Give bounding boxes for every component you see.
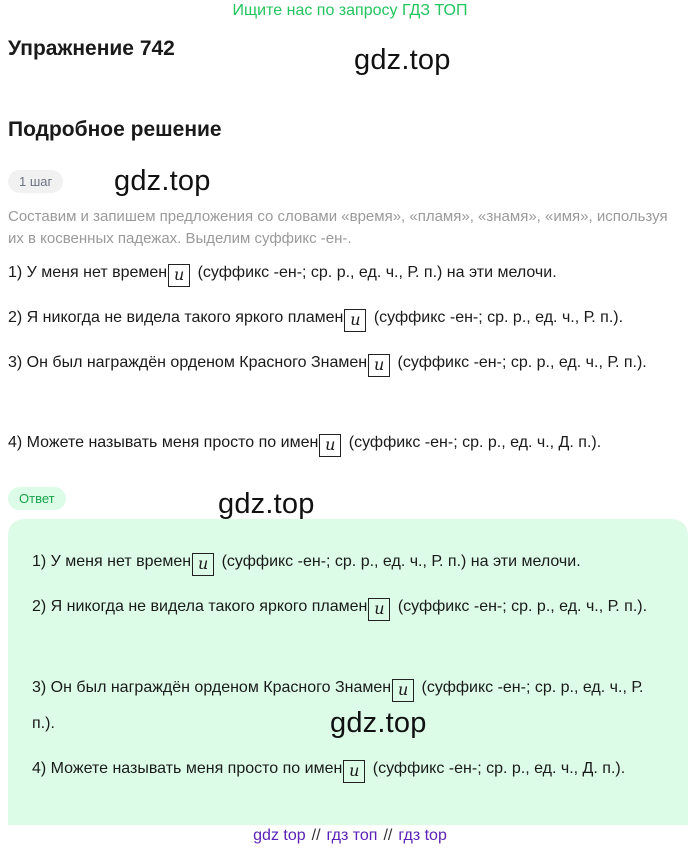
sentence-text: (суффикс -ен-; ср. р., ед. ч., Р. п.). (393, 598, 648, 615)
watermark: gdz.top (218, 488, 315, 520)
answer-sentence-4 (32, 751, 668, 787)
solution-sentence-1 (8, 259, 688, 287)
solution-sentence-2 (8, 304, 688, 332)
sentence-text: (суффикс -ен-; ср. р., ед. ч., Р. п.) на эти мелочи. (217, 553, 581, 570)
sentence-text: (суффикс -ен-; ср. р., ед. ч., Д. п.). (344, 434, 602, 451)
sentence-text: (суффикс -ен-; ср. р., ед. ч., Р. п.) на эти мелочи. (193, 264, 557, 281)
intro-text: Составим и запишем предложения со словами «время», «пламя», «знамя», «имя», используя их в косвенных падежах. Выделим суффикс -ен-. (8, 208, 668, 247)
sentence-text: 3) Он был награждён орденом Красного Знамен (8, 354, 368, 371)
solution-sentence-4 (8, 429, 688, 457)
answer-sentence-2 (32, 589, 668, 625)
suffix-box: и (368, 598, 390, 621)
watermark: gdz.top (330, 707, 427, 739)
suffix-box: и (319, 434, 341, 457)
sentence-text: 1) У меня нет времен (8, 264, 168, 281)
solution-sentence-3 (8, 349, 688, 377)
sentence-text: 4) Можете называть меня просто по имен (32, 760, 343, 777)
sentence-text: 2) Я никогда не видела такого яркого пламен (8, 309, 344, 326)
sentence-text: (суффикс -ен-; ср. р., ед. ч., Р. п.). (393, 354, 647, 371)
suffix-box: и (368, 354, 390, 377)
answer-badge: Ответ (8, 487, 66, 510)
suffix-box: и (344, 309, 366, 332)
watermark: gdz.top (114, 165, 211, 197)
step-badge: 1 шаг (8, 170, 63, 193)
top-banner: Ищите нас по запросу ГДЗ ТОП (232, 2, 468, 19)
footer-link-gdz-top-ru[interactable]: гдз топ (326, 827, 378, 844)
suffix-box: и (192, 553, 214, 576)
footer-separator: // (383, 827, 393, 844)
suffix-box: и (343, 760, 365, 783)
section-title: Подробное решение (8, 118, 222, 141)
sentence-text: (суффикс -ен-; ср. р., ед. ч., Р. п.). (32, 679, 644, 732)
sentence-text: 2) Я никогда не видела такого яркого пламен (32, 598, 368, 615)
sentence-text: 4) Можете называть меня просто по имен (8, 434, 319, 451)
suffix-box: и (392, 679, 414, 702)
footer-link-gdz-top[interactable]: gdz top (253, 827, 306, 844)
sentence-text: 3) Он был награждён орденом Красного Знамен (32, 679, 392, 696)
watermark: gdz.top (354, 44, 451, 76)
sentence-text: (суффикс -ен-; ср. р., ед. ч., Д. п.). (368, 760, 626, 777)
exercise-title: Упражнение 742 (8, 37, 175, 60)
sentence-text: (суффикс -ен-; ср. р., ед. ч., Р. п.). (369, 309, 624, 326)
sentence-text: 1) У меня нет времен (32, 553, 192, 570)
suffix-box: и (168, 264, 190, 287)
footer (0, 827, 700, 845)
footer-separator: // (311, 827, 321, 844)
footer-link-gdz-top-mixed[interactable]: гдз top (398, 827, 447, 844)
answer-sentence-1 (32, 544, 668, 580)
